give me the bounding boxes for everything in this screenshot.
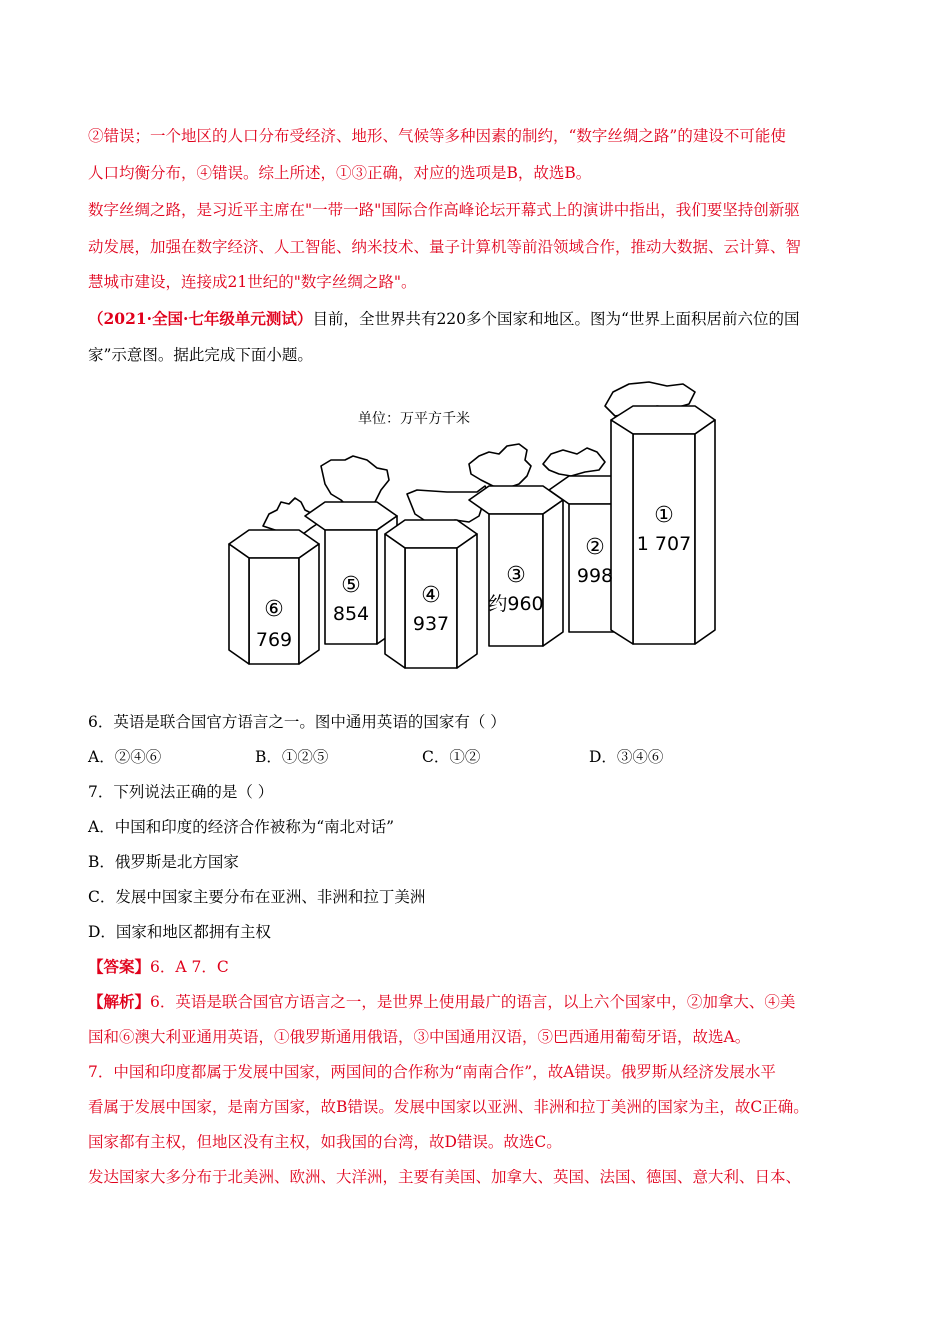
country-4-mark: ④ [421, 583, 441, 608]
q6-option-a[interactable]: A．②④⑥ [88, 748, 162, 766]
country-2-mark: ② [585, 535, 605, 560]
country-3-value: 约960 [488, 593, 544, 615]
explanation-line-2: 人口均衡分布，④错误。综上所述，①③正确，对应的选项是B，故选B。 [88, 164, 592, 182]
question-intro-line-1 [88, 309, 799, 329]
country-5-value: 854 [332, 603, 370, 625]
analysis-tag: 【解析】 [88, 992, 151, 1011]
prism-3-right [543, 500, 563, 646]
analysis-line-4: 看属于发展中国家，是南方国家，故B错误。发展中国家以亚洲、非洲和拉丁美洲的国家为主，故C正确。 [88, 1098, 809, 1116]
analysis-text-1: 6．英语是联合国官方语言之一，是世界上使用最广的语言，以上六个国家中，②加拿大、④美 [150, 993, 796, 1011]
explanation-line-4: 动发展，加强在数字经济、人工智能、纳米技术、量子计算机等前沿领域合作，推动大数据、云计算、智 [88, 238, 802, 256]
q6-option-b[interactable]: B．①②⑤ [255, 748, 329, 766]
answer-line [88, 957, 229, 977]
q7-option-d[interactable]: D．国家和地区都拥有主权 [88, 923, 271, 941]
country-1-mark: ① [654, 503, 674, 528]
explanation-line-5: 慧城市建设，连接成21世纪的"数字丝绸之路"。 [88, 273, 417, 291]
analysis-line-5: 国家都有主权，但地区没有主权，如我国的台湾，故D错误。故选C。 [88, 1133, 562, 1151]
q6-stem: 6．英语是联合国官方语言之一。图中通用英语的国家有（ ） [88, 713, 506, 731]
country-6-mark: ⑥ [264, 597, 284, 622]
analysis-line-6: 发达国家大多分布于北美洲、欧洲、大洋洲，主要有美国、加拿大、英国、法国、德国、意大利、日本、 [88, 1168, 802, 1186]
figure-unit-label: 单位：万平方千米 [358, 410, 470, 426]
map-china-icon [469, 444, 531, 488]
answer-text: 6．A 7．C [150, 958, 229, 976]
q7-option-b[interactable]: B．俄罗斯是北方国家 [88, 853, 239, 871]
prism-1-right [695, 420, 715, 644]
q7-option-a[interactable]: A．中国和印度的经济合作被称为“南北对话” [88, 818, 395, 836]
hexagon-prisms-diagram [225, 376, 725, 676]
q7-stem: 7．下列说法正确的是（ ） [88, 783, 274, 801]
q7-option-c[interactable]: C．发展中国家主要分布在亚洲、非洲和拉丁美洲 [88, 888, 426, 906]
country-6-value: 769 [255, 629, 293, 651]
explanation-line-3: 数字丝绸之路，是习近平主席在"一带一路"国际合作高峰论坛开幕式上的演讲中指出，我们要坚持创新驱 [88, 201, 800, 219]
answer-tag: 【答案】 [88, 957, 151, 976]
prism-6-left [229, 544, 249, 664]
question-intro-text-1: 目前，全世界共有220多个国家和地区。图为“世界上面积居前六位的国 [312, 310, 800, 328]
prism-4-front [405, 548, 457, 668]
analysis-line-2: 国和⑥澳大利亚通用英语，①俄罗斯通用俄语，③中国通用汉语，⑤巴西通用葡萄牙语，故选A。 [88, 1028, 751, 1046]
explanation-line-1: ②错误；一个地区的人口分布受经济、地形、气候等多种因素的制约，“数字丝绸之路”的建设不可能使 [88, 127, 786, 145]
q6-option-c[interactable]: C．①② [422, 748, 481, 766]
analysis-line-1 [88, 992, 795, 1012]
question-source: （2021·全国·七年级单元测试） [88, 309, 313, 328]
question-intro-line-2: 家”示意图。据此完成下面小题。 [88, 346, 313, 364]
prism-1-left [611, 420, 633, 644]
map-canada-icon [543, 448, 605, 476]
prism-4-right [457, 534, 477, 668]
area-ranking-figure [225, 376, 725, 676]
country-5-mark: ⑤ [341, 573, 361, 598]
q6-option-d[interactable]: D．③④⑥ [589, 748, 664, 766]
country-4-value: 937 [412, 613, 450, 635]
prism-6-right [299, 544, 319, 664]
prism-4-left [385, 534, 405, 668]
country-1-value: 1 707 [636, 533, 692, 555]
country-3-mark: ③ [506, 563, 526, 588]
analysis-line-3: 7．中国和印度都属于发展中国家，两国间的合作称为“南南合作”，故A错误。俄罗斯从经济发展水平 [88, 1063, 776, 1081]
country-2-value: 998 [576, 565, 614, 587]
